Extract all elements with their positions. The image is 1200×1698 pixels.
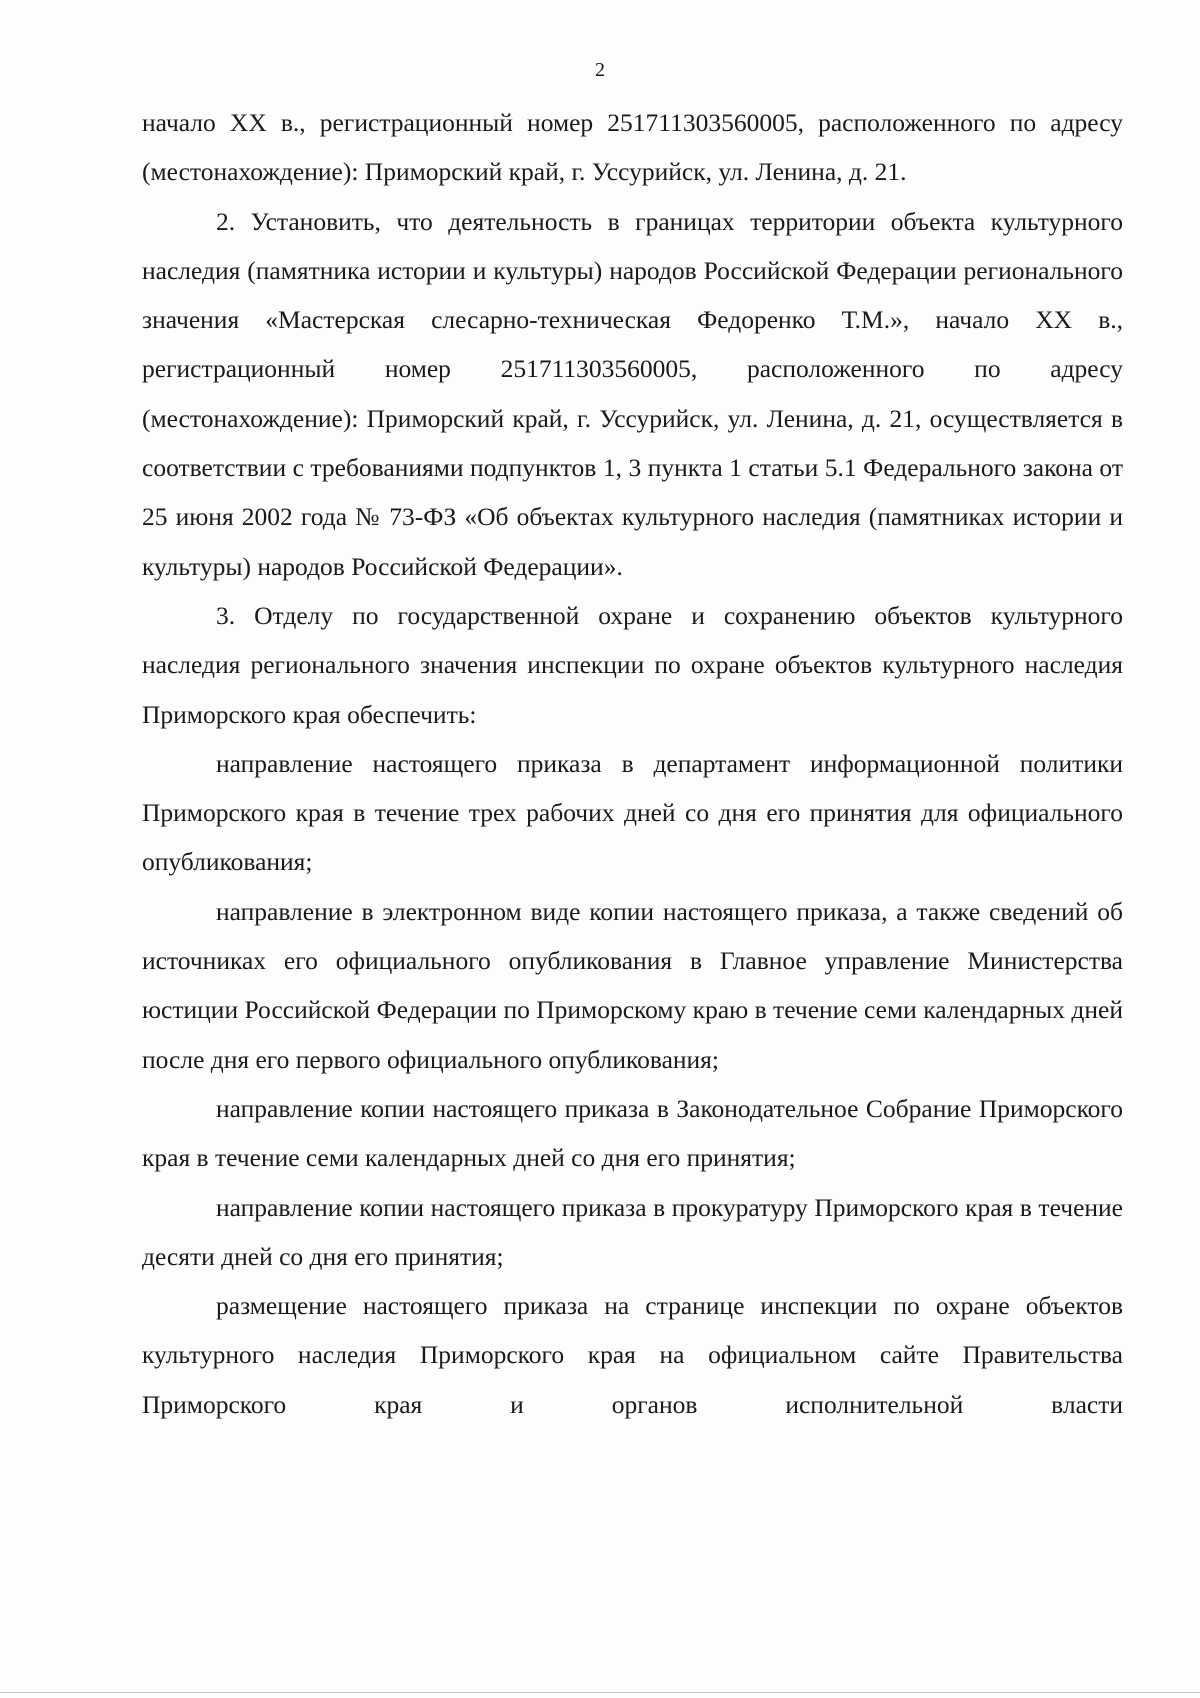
paragraph-subitem-info-policy: направление настоящего приказа в департамент информационной политики Приморского края в течение трех рабочих дней со дня его принятия для официального опубликования; xyxy=(142,748,1123,877)
document-body xyxy=(142,98,1123,1429)
paragraph-subitem-ministry-justice: направление в электронном виде копии настоящего приказа, а также сведений об источниках его официального опубликования в Главное управление Министерства юстиции Российской Федерации по Приморскому краю в течение семи календарных дней после дня его первого официального опубликования; xyxy=(142,896,1123,1074)
paragraph-item-3: 3. Отделу по государственной охране и сохранению объектов культурного наследия регионального значения инспекции по охране объектов культурного наследия Приморского края обеспечить: xyxy=(142,600,1123,729)
page-number: 2 xyxy=(595,59,605,81)
paragraph-subitem-prosecutor: направление копии настоящего приказа в прокуратуру Приморского края в течение десяти дней со дня его принятия; xyxy=(142,1192,1123,1271)
paragraph-item-2: 2. Установить, что деятельность в границах территории объекта культурного наследия (памятника истории и культуры) народов Российской Федерации регионального значения «Мастерская слесарно-техническая Федоренко Т.М.», начало XX в., регистрационный номер 251711303560005, расположенного по адресу (местонахождение): Приморский край, г. Уссурийск, ул. Ленина, д. 21, осуществляется в соответствии с требованиями подпунктов 1, 3 пункта 1 статьи 5.1 Федерального закона от 25 июня 2002 года № 73-ФЗ «Об объектах культурного наследия (памятниках истории и культуры) народов Российской Федерации». xyxy=(142,206,1123,581)
paragraph-subitem-legislative-assembly: направление копии настоящего приказа в Законодательное Собрание Приморского края в течение семи календарных дней со дня его принятия; xyxy=(142,1093,1123,1173)
page-bottom-edge xyxy=(0,1692,1200,1693)
paragraph-subitem-website: размещение настоящего приказа на странице инспекции по охране объектов культурного наследия Приморского края на официальном сайте Правительства Приморского края и органов исполнительной власти xyxy=(142,1291,1123,1419)
paragraph-continuation: начало XX в., регистрационный номер 251711303560005, расположенного по адресу (местонахождение): Приморский край, г. Уссурийск, ул. Ленина, д. 21. xyxy=(142,108,1123,187)
